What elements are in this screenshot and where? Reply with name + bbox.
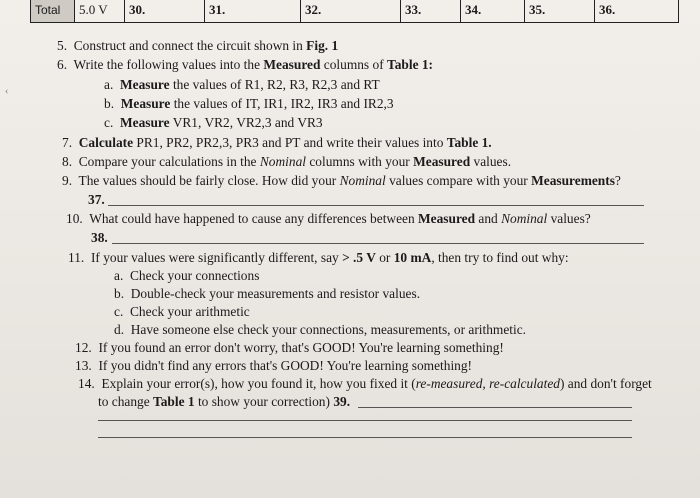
step-text: Write the following values into the: [73, 57, 264, 72]
step-11: [68, 250, 569, 266]
step-text: or: [375, 250, 394, 265]
step-5: [57, 38, 338, 54]
substep-letter: c.: [114, 304, 124, 319]
answer-label-39: 39.: [333, 394, 351, 409]
step-number: 6.: [57, 57, 68, 72]
margin-mark: ‹: [5, 86, 9, 97]
emphasis: Measured: [263, 57, 321, 72]
step-text: If your values were significantly different, say: [90, 250, 343, 265]
step-text: PR1, PR2, PR2,3, PR3 and PT and write their values into: [133, 135, 447, 150]
step-text: Double-check your measurements and resistor values.: [130, 286, 421, 301]
step-number: 12.: [75, 340, 92, 355]
answer-cell-33[interactable]: 33.: [401, 0, 461, 22]
emphasis: Calculate: [78, 135, 134, 150]
step-text: Construct and connect the circuit shown in: [73, 38, 307, 53]
emphasis: Measure: [120, 96, 171, 111]
total-cell: Total: [31, 0, 75, 22]
step-11d: [114, 322, 526, 338]
step-14: [78, 376, 652, 392]
substep-letter: c.: [104, 115, 114, 130]
step-text: If you found an error don't worry, that's GOOD! You're learning something!: [98, 340, 504, 355]
step-6a: [104, 77, 380, 93]
emphasis: Measurements: [531, 173, 615, 188]
step-14-continued: [98, 394, 350, 410]
step-6c: [104, 115, 323, 131]
step-text: the values of IT, IR1, IR2, IR3 and IR2,3: [170, 96, 394, 111]
answer-cell-36[interactable]: 36.: [595, 0, 679, 22]
step-text: The values should be fairly close. How did your: [78, 173, 340, 188]
emphasis: Measure: [120, 115, 170, 130]
step-text: values compare with your: [385, 173, 532, 188]
emphasis-italic: re-measured, re-calculated: [415, 376, 560, 391]
emphasis: Measured: [418, 211, 476, 226]
step-6b: [104, 96, 394, 112]
step-number: 5.: [57, 38, 68, 53]
step-10: [66, 211, 591, 227]
emphasis: Measured: [413, 154, 471, 169]
step-13: [75, 358, 472, 374]
step-text: Compare your calculations in the: [78, 154, 260, 169]
step-number: 11.: [68, 250, 85, 265]
step-text: columns of: [320, 57, 387, 72]
substep-letter: d.: [114, 322, 125, 337]
answer-cell-32[interactable]: 32.: [301, 0, 401, 22]
step-text: Have someone else check your connections, measurements, or arithmetic.: [130, 322, 527, 337]
step-7: [62, 135, 492, 151]
substep-letter: b.: [114, 286, 125, 301]
step-12: [75, 340, 504, 356]
emphasis-italic: Nominal: [259, 154, 306, 169]
step-text: ?: [614, 173, 621, 188]
step-text: If you didn't find any errors that's GOOD! You're learning something!: [98, 358, 473, 373]
answer-line-39b[interactable]: [98, 420, 632, 421]
answer-cell-34[interactable]: 34.: [461, 0, 525, 22]
step-text: and: [475, 211, 502, 226]
step-11a: [114, 268, 259, 284]
emphasis: 10 mA: [393, 250, 432, 265]
answer-line-38[interactable]: [112, 243, 644, 244]
step-11b: [114, 286, 420, 302]
substep-letter: a.: [114, 268, 124, 283]
substep-letter: b.: [104, 96, 115, 111]
answer-line-37[interactable]: [108, 205, 644, 206]
emphasis-italic: Nominal: [339, 173, 386, 188]
figure-ref: Fig. 1: [306, 38, 339, 53]
answer-line-39[interactable]: [358, 407, 632, 408]
table-ref: Table 1.: [446, 135, 492, 150]
score-table-header: [30, 0, 679, 23]
step-text: to change: [98, 394, 154, 409]
step-text: , then try to find out why:: [431, 250, 569, 265]
step-8: [62, 154, 511, 170]
answer-cell-31[interactable]: 31.: [205, 0, 301, 22]
answer-label-37: 37.: [88, 192, 105, 207]
step-number: 8.: [62, 154, 73, 169]
step-number: 13.: [75, 358, 92, 373]
emphasis-italic: Nominal: [501, 211, 548, 226]
step-text: Check your connections: [130, 268, 260, 283]
answer-line-39c[interactable]: [98, 437, 632, 438]
step-9: [62, 173, 621, 189]
step-text: the values of R1, R2, R3, R2,3 and RT: [169, 77, 380, 92]
answer-cell-35[interactable]: 35.: [525, 0, 595, 22]
step-text: What could have happened to cause any differences between: [89, 211, 419, 226]
step-text: Explain your error(s), how you found it, how you fixed it (: [101, 376, 416, 391]
voltage-cell: 5.0 V: [75, 0, 125, 22]
step-text: to show your correction): [194, 394, 334, 409]
table-ref: Table 1:: [387, 57, 434, 72]
step-number: 9.: [62, 173, 73, 188]
step-number: 14.: [78, 376, 95, 391]
step-text: Check your arithmetic: [130, 304, 250, 319]
step-11c: [114, 304, 250, 320]
step-number: 10.: [66, 211, 83, 226]
step-text: values.: [470, 154, 512, 169]
step-text: VR1, VR2, VR2,3 and VR3: [169, 115, 323, 130]
answer-cell-30[interactable]: 30.: [125, 0, 205, 22]
emphasis: Measure: [120, 77, 170, 92]
step-6: [57, 57, 433, 73]
substep-letter: a.: [104, 77, 114, 92]
emphasis: > .5 V: [342, 250, 376, 265]
answer-label-38: 38.: [91, 230, 108, 245]
step-text: columns with your: [306, 154, 414, 169]
step-number: 7.: [62, 135, 73, 150]
step-text: ) and don't forget: [559, 376, 652, 391]
step-text: values?: [547, 211, 591, 226]
table-ref: Table 1: [153, 394, 195, 409]
